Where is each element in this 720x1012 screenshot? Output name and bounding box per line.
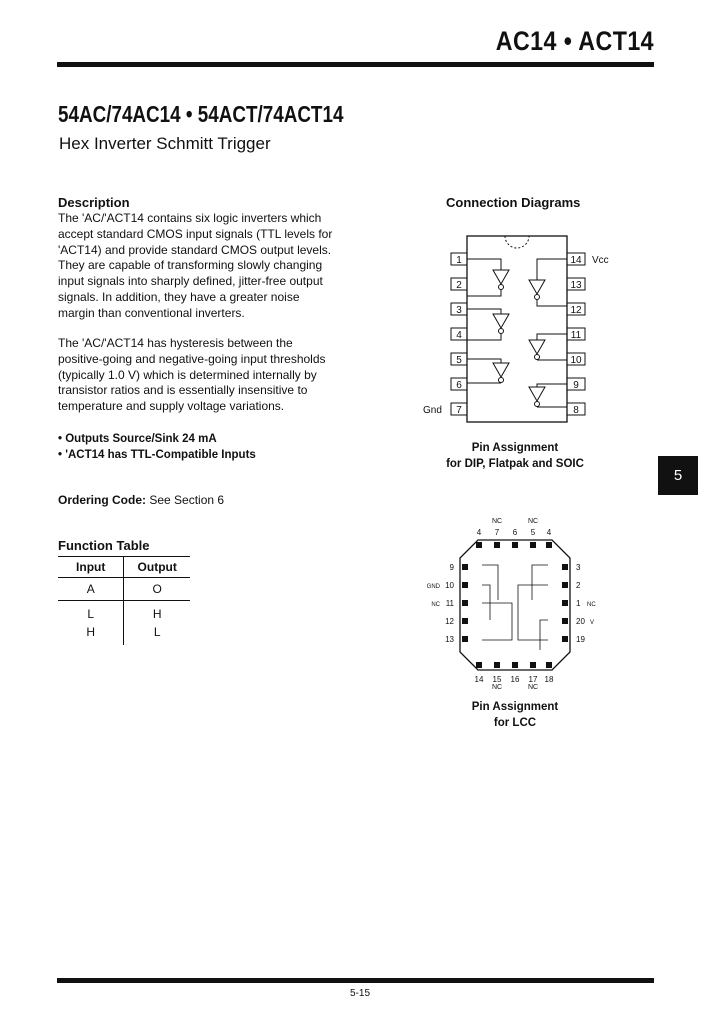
desc-line: input signals into sharply defined, jitter-free output (58, 274, 323, 289)
lcc-top-pin: 5 (530, 528, 536, 537)
lcc-top-pin: 4 (546, 528, 552, 537)
lcc-top-pin: 7 (494, 528, 500, 537)
lcc-left-pin: 9 (449, 563, 454, 572)
desc-line: signals. In addition, they have a greater noise (58, 289, 300, 304)
lcc-inner-wiring (482, 565, 548, 650)
lcc-left-pin: 12 (445, 617, 454, 626)
dip-pin-8: 8 (573, 405, 579, 416)
dip-right-pins (567, 253, 585, 416)
dip-caption-line: Pin Assignment (471, 442, 559, 454)
dip-pin-6: 6 (456, 380, 462, 391)
description-para-1 (58, 211, 348, 322)
desc-line: positive-going and negative-going input thresholds (58, 351, 326, 366)
lcc-right-pins (576, 563, 596, 644)
subtitle: Hex Inverter Schmitt Trigger (59, 134, 271, 153)
feature-item: • Outputs Source/Sink 24 mA (58, 433, 217, 445)
desc-line: 'ACT14) and provide standard CMOS output levels. (58, 242, 332, 257)
dip-pin-13: 13 (570, 280, 582, 291)
dip-pin-2: 2 (456, 280, 462, 291)
lcc-right-pin: 19 (576, 635, 585, 644)
lcc-bottom-pin: 14 (474, 675, 484, 684)
part-title: 54AC/74AC14 • 54ACT/74ACT14 (58, 101, 344, 127)
ft-sub-a: A (58, 578, 124, 601)
footer-rule (57, 978, 654, 983)
inverter-gates (467, 259, 567, 407)
desc-line: The 'AC/'ACT14 has hysteresis between the (58, 336, 293, 350)
lcc-left-pin: 13 (445, 635, 454, 644)
ft-sub-o: O (152, 582, 162, 596)
ordering-label: Ordering Code: (58, 493, 147, 507)
lcc-top-pin: 6 (512, 528, 518, 537)
dip-pin-14: 14 (570, 255, 582, 266)
lcc-bottom-nc: NC (491, 684, 503, 690)
desc-line: accept standard CMOS input signals (TTL levels for (58, 226, 333, 241)
lcc-bottom-nc: NC (527, 684, 539, 690)
description-heading: Description (58, 195, 130, 210)
ft-cell: H (152, 607, 162, 621)
description-para-2 (58, 336, 348, 415)
ft-header-input: Input (58, 557, 124, 578)
dip-pin-1: 1 (456, 255, 462, 266)
ft-cell: L (58, 601, 124, 624)
lcc-left-label: GND (426, 584, 440, 590)
lcc-left-pin: 11 (445, 599, 454, 608)
desc-line: margin than conventional inverters. (58, 305, 245, 320)
feature-list (58, 431, 256, 463)
lcc-top-nc: NC (527, 518, 539, 525)
lcc-diagram (420, 510, 610, 690)
function-table (58, 556, 190, 645)
desc-line: They are capable of transforming slowly changing (58, 258, 323, 273)
dip-pin-7: 7 (456, 405, 462, 416)
dip-pin-10: 10 (570, 355, 582, 366)
lcc-bottom-pin: 15 (492, 675, 502, 684)
header-rule (57, 62, 654, 67)
feature-item: • 'ACT14 has TTL-Compatible Inputs (58, 449, 256, 461)
desc-line: The 'AC/'ACT14 contains six logic inverters which (58, 211, 322, 225)
vcc-label: Vcc (592, 255, 609, 266)
dip-pin-3: 3 (456, 305, 462, 316)
dip-caption (430, 440, 600, 472)
header-title: AC14 • ACT14 (495, 26, 654, 56)
dip-caption-line: for DIP, Flatpak and SOIC (446, 458, 584, 470)
dip-pin-9: 9 (573, 380, 579, 391)
lcc-top-nc: NC (491, 518, 503, 525)
connection-heading: Connection Diagrams (446, 195, 581, 210)
lcc-bottom-pins (475, 675, 554, 690)
ft-header-output: Output (137, 560, 177, 574)
page-number: 5-15 (349, 988, 370, 999)
ft-cell: L (153, 625, 161, 639)
lcc-right-label: NC (587, 602, 596, 608)
section-tab: 5 (658, 456, 698, 495)
gnd-label: Gnd (423, 405, 442, 416)
ordering-text: See Section 6 (149, 493, 225, 507)
dip-pin-4: 4 (456, 330, 462, 341)
dip-pin-12: 12 (570, 305, 582, 316)
lcc-right-pin: 2 (576, 581, 581, 590)
lcc-right-pin: 1 (576, 599, 581, 608)
lcc-pad-marks (462, 542, 568, 668)
lcc-caption (440, 699, 590, 731)
lcc-caption-line: Pin Assignment (471, 701, 559, 713)
lcc-bottom-pin: 18 (544, 675, 554, 684)
function-table-title: Function Table (58, 538, 150, 553)
dip-diagram (415, 232, 615, 424)
desc-line: (typically 1.0 V) which is determined internally by (58, 367, 317, 382)
lcc-top-pins (477, 518, 552, 537)
lcc-top-pin: 4 (476, 528, 482, 537)
dip-pin-11: 11 (570, 330, 582, 341)
lcc-caption-line: for LCC (493, 717, 537, 729)
lcc-bottom-pin: 16 (510, 675, 520, 684)
dip-left-pins (451, 253, 467, 416)
lcc-bottom-pin: 17 (528, 675, 538, 684)
ft-cell: H (58, 623, 124, 645)
lcc-right-label: V (590, 620, 595, 626)
desc-line: transistor ratios and is essentially insensitive to (58, 383, 308, 398)
lcc-right-pin: 20 (576, 617, 585, 626)
dip-pin-5: 5 (456, 355, 462, 366)
lcc-left-label: NC (431, 602, 440, 608)
lcc-left-pin: 10 (445, 581, 454, 590)
ordering-code (58, 493, 224, 507)
lcc-right-pin: 3 (576, 563, 581, 572)
desc-line: temperature and supply voltage variations. (58, 399, 285, 414)
lcc-left-pins (427, 563, 455, 644)
